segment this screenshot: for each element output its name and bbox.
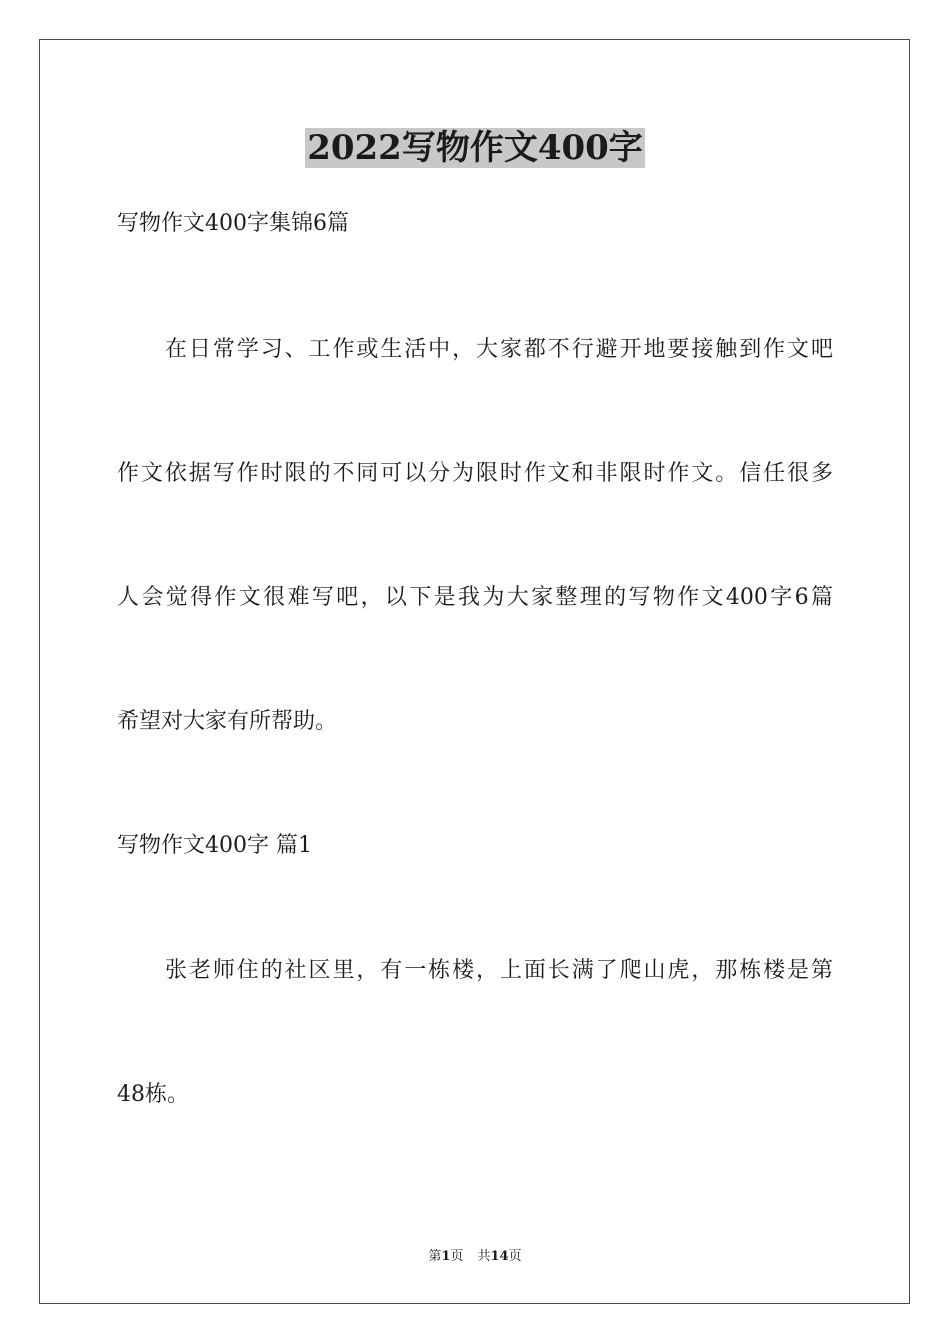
footer-total-suffix: 页: [508, 1249, 522, 1264]
collection-subtitle: 写物作文400字集锦6篇: [117, 211, 349, 236]
section1-line-2: 48栋。: [117, 1082, 189, 1107]
section1-line-1: 张老师住的社区里，有一栋楼，上面长满了爬山虎，那栋楼是第: [165, 958, 833, 983]
footer-total-pages: 14: [490, 1249, 509, 1264]
intro-line-3: 人会觉得作文很难写吧，以下是我为大家整理的写物作文400字6篇: [117, 585, 833, 610]
page-footer: [0, 1248, 950, 1266]
footer-total-prefix: 共: [477, 1249, 491, 1264]
section-heading-1: 写物作文400字 篇1: [117, 833, 312, 858]
intro-line-2: 作文依据写作时限的不同可以分为限时作文和非限时作文。信任很多: [117, 461, 833, 486]
footer-page-suffix: 页: [450, 1249, 464, 1264]
intro-line-1: 在日常学习、工作或生活中，大家都不行避开地要接触到作文吧: [165, 337, 833, 362]
title-container: [0, 128, 950, 168]
document-title: 2022写物作文400字: [307, 128, 643, 168]
footer-page-number: 1: [441, 1249, 451, 1264]
footer-page-prefix: 第: [428, 1249, 442, 1264]
intro-line-4: 希望对大家有所帮助。: [117, 709, 338, 734]
